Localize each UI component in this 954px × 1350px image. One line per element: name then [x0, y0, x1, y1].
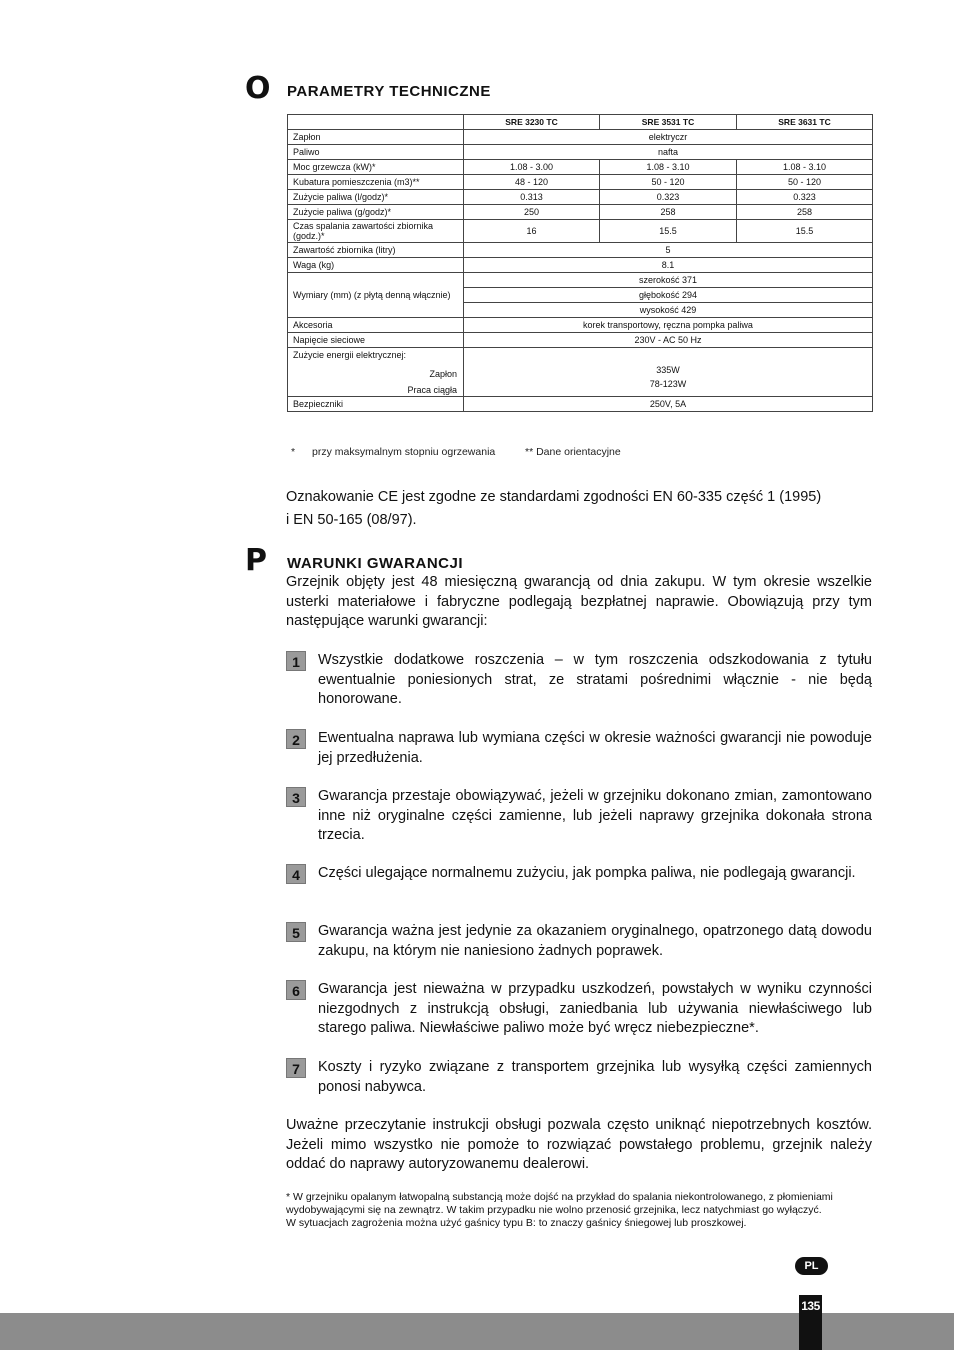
- row-value: 15.5: [737, 220, 873, 243]
- row-label: Kubatura pomieszczenia (m3)**: [288, 175, 464, 190]
- row-value: nafta: [464, 145, 873, 160]
- warranty-intro: Grzejnik objęty jest 48 miesięczną gwarancją od dnia zakupu. W tym okresie wszelkie usterki materiałowe i fabryczne podlegają bezpłatnej naprawie. Obowiązują przy tym następujące warunki gwarancji:: [286, 574, 872, 629]
- warranty-condition: [286, 980, 872, 1039]
- row-label: Napięcie sieciowe: [288, 333, 464, 348]
- condition-text: Gwarancja jest nieważna w przypadku uszkodzeń, powstałych w wyniku czynności niezgodnych z instrukcją obsługi, zaniedbania lub używania niewłaściwego lub starego paliwa. Niewłaściwe paliwo może być wręcz niebezpieczne*.: [318, 981, 872, 1036]
- row-value: wysokość 429: [464, 303, 873, 318]
- condition-text: Wszystkie dodatkowe roszczenia – w tym roszczenia odszkodowania z tytułu ewentualnie poniesionych strat, ze stratami pośrednimi włącznie - nie będą honorowane.: [318, 652, 872, 707]
- row-value: 50 - 120: [737, 175, 873, 190]
- condition-text: Części ulegające normalnemu zużyciu, jak pompka paliwa, nie podlegają gwarancji.: [318, 865, 856, 881]
- row-value: 15.5: [600, 220, 737, 243]
- row-label: Akcesoria: [288, 318, 464, 333]
- row-value: 50 - 120: [600, 175, 737, 190]
- row-value: 5: [464, 243, 873, 258]
- row-value: 0.313: [464, 190, 600, 205]
- table-row: [288, 220, 873, 243]
- row-value: 0.323: [600, 190, 737, 205]
- condition-number: 7: [286, 1058, 306, 1078]
- row-value: 250: [464, 205, 600, 220]
- row-label: Zużycie energii elektrycznej:: [293, 350, 407, 360]
- row-value: 1.08 - 3.00: [464, 160, 600, 175]
- table-row: [288, 348, 873, 397]
- ce-statement: [286, 486, 886, 532]
- table-row: [288, 258, 873, 273]
- safety-footnote: [286, 1191, 876, 1230]
- table-row: [288, 273, 873, 288]
- section-title-parameters: PARAMETRY TECHNICZNE: [287, 83, 491, 100]
- condition-number: 1: [286, 651, 306, 671]
- table-row: [288, 145, 873, 160]
- table-corner-cell: [288, 115, 464, 130]
- row-label: Bezpieczniki: [288, 397, 464, 412]
- condition-number: 5: [286, 922, 306, 942]
- table-row: [288, 397, 873, 412]
- row-value: 258: [737, 205, 873, 220]
- table-row: [288, 130, 873, 145]
- warranty-condition: [286, 651, 872, 710]
- condition-number: 3: [286, 787, 306, 807]
- footnote-star: *: [291, 446, 296, 458]
- section-letter-p: P: [245, 543, 267, 578]
- table-row: [288, 318, 873, 333]
- energy-value-cell: [464, 348, 873, 397]
- footnote-star-text: przy maksymalnym stopniu ogrzewania: [312, 446, 496, 458]
- row-label: Wymiary (mm) (z płytą denną włącznie): [288, 273, 464, 318]
- table-header-row: [288, 115, 873, 130]
- footnote-double-star: ** Dane orientacyjne: [525, 446, 621, 458]
- warranty-condition: [286, 864, 872, 884]
- row-value: elektryczr: [464, 130, 873, 145]
- spec-table: [287, 114, 873, 412]
- row-value: 8.1: [464, 258, 873, 273]
- row-label: Czas spalania zawartości zbiornika (godz.)*: [288, 220, 464, 243]
- ce-line: i EN 50-165 (08/97).: [286, 512, 417, 528]
- language-badge: PL: [795, 1257, 828, 1275]
- section-title-warranty: WARUNKI GWARANCJI: [287, 555, 463, 572]
- row-value: 335W: [656, 365, 680, 375]
- row-sublabel: Praca ciągła: [407, 385, 457, 395]
- row-value: 250V, 5A: [464, 397, 873, 412]
- row-label: Zużycie paliwa (g/godz)*: [288, 205, 464, 220]
- table-row: [288, 175, 873, 190]
- ce-line: Oznakowanie CE jest zgodne ze standardami zgodności EN 60-335 część 1 (1995): [286, 489, 822, 505]
- row-label: Moc grzewcza (kW)*: [288, 160, 464, 175]
- row-value: 16: [464, 220, 600, 243]
- row-value: 48 - 120: [464, 175, 600, 190]
- row-value: szerokość 371: [464, 273, 873, 288]
- row-label: Paliwo: [288, 145, 464, 160]
- section-letter-o: O: [245, 71, 271, 106]
- page-number: 135: [801, 1299, 820, 1313]
- row-value: 1.08 - 3.10: [600, 160, 737, 175]
- row-value: głębokość 294: [464, 288, 873, 303]
- row-label: Zapłon: [288, 130, 464, 145]
- row-sublabel: Zapłon: [429, 369, 457, 379]
- footnote-line: * W grzejniku opalanym łatwopalną substancją może dojść na przykład do spalania niekontrolowanego, z płomieniami: [286, 1191, 833, 1203]
- closing-paragraph: Uważne przeczytanie instrukcji obsługi pozwala często uniknąć niepotrzebnych kosztów. Jeżeli mimo wszystko nie pomoże to rozwiązać powstałego problemu, grzejnik należy oddać do naprawy autoryzowanemu dealerowi.: [286, 1117, 872, 1172]
- row-value: 0.323: [737, 190, 873, 205]
- row-label: Zawartość zbiornika (litry): [288, 243, 464, 258]
- condition-text: Gwarancja ważna jest jedynie za okazaniem oryginalnego, opatrzonego datą dowodu zakupu, na którym nie naniesiono żadnych poprawek.: [318, 923, 872, 959]
- row-value: korek transportowy, ręczna pompka paliwa: [464, 318, 873, 333]
- model-header: SRE 3230 TC: [464, 115, 600, 130]
- condition-text: Ewentualna naprawa lub wymiana części w okresie ważności gwarancji nie powoduje jej przedłużenia.: [318, 730, 872, 766]
- table-row: [288, 205, 873, 220]
- table-row: [288, 243, 873, 258]
- row-value: 230V - AC 50 Hz: [464, 333, 873, 348]
- model-header: SRE 3631 TC: [737, 115, 873, 130]
- warranty-condition: [286, 787, 872, 846]
- warranty-condition: [286, 729, 872, 768]
- condition-text: Gwarancja przestaje obowiązywać, jeżeli w grzejniku dokonano zmian, zamontowano inne niż oryginalne części zamienne, lub jeżeli naprawy grzejnika dokonała strona trzecia.: [318, 788, 872, 843]
- model-header: SRE 3531 TC: [600, 115, 737, 130]
- footnote-line: W sytuacjach zagrożenia można użyć gaśnicy typu B: to znaczy gaśnicy śniegowej lub proszkowej.: [286, 1217, 747, 1229]
- condition-number: 6: [286, 980, 306, 1000]
- table-row: [288, 160, 873, 175]
- warranty-condition: [286, 922, 872, 961]
- row-value: 1.08 - 3.10: [737, 160, 873, 175]
- row-label: Zużycie paliwa (l/godz)*: [288, 190, 464, 205]
- condition-number: 4: [286, 864, 306, 884]
- condition-number: 2: [286, 729, 306, 749]
- warranty-condition: [286, 1058, 872, 1097]
- footnote-line: wydobywającymi się na zewnątrz. W takim przypadku nie wolno przenosić grzejnika, lecz natychmiast go wyłączyć.: [286, 1204, 822, 1216]
- table-row: [288, 333, 873, 348]
- energy-label-cell: [288, 348, 464, 397]
- row-value: 258: [600, 205, 737, 220]
- row-label: Waga (kg): [288, 258, 464, 273]
- table-row: [288, 190, 873, 205]
- row-value: 78-123W: [649, 379, 687, 389]
- condition-text: Koszty i ryzyko związane z transportem grzejnika lub wysyłką części zamiennych ponosi nabywca.: [318, 1059, 872, 1095]
